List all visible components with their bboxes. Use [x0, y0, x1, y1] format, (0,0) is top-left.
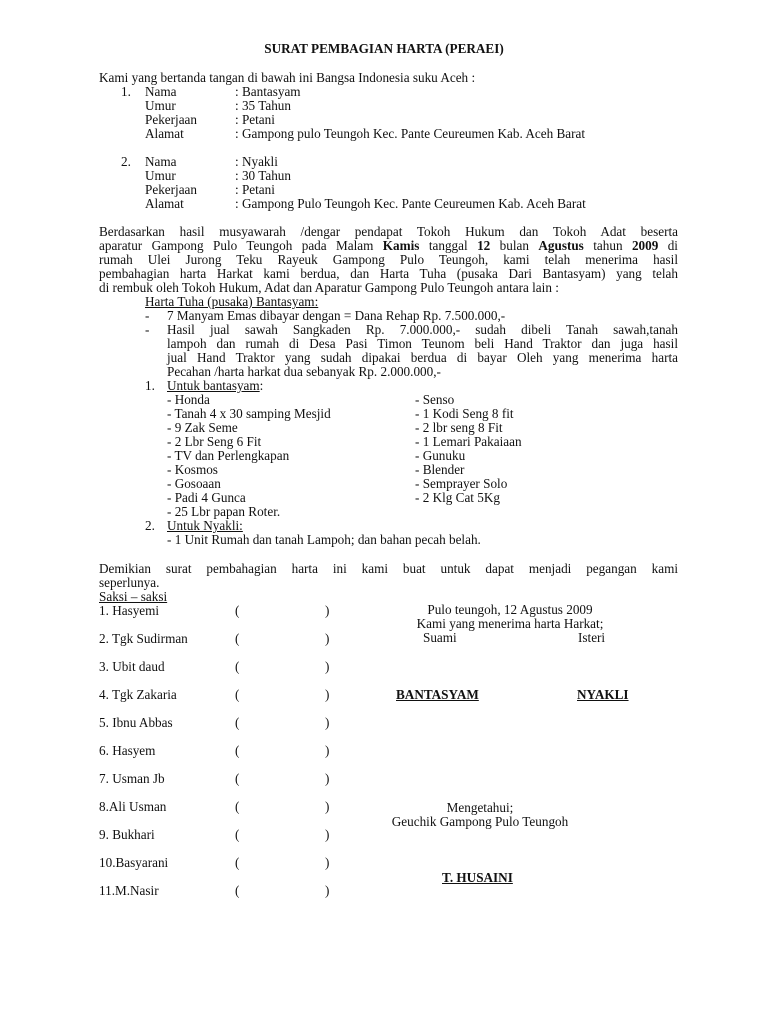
saksi-paren-open: (	[235, 631, 240, 646]
document-title: SURAT PEMBAGIAN HARTA (PERAEI)	[264, 41, 504, 56]
list-item: - Padi 4 Gunca	[167, 490, 246, 505]
person-2-value-nama: : Nyakli	[235, 154, 278, 169]
closing-line-1: Demikian surat pembahagian harta ini kami buat untuk dapat menjadi pegangan kami	[99, 561, 678, 576]
list-item: - Senso	[415, 392, 455, 407]
isteri-label: Isteri	[578, 630, 606, 645]
bantasyam-number: 1.	[145, 378, 155, 393]
saksi-paren-open: (	[235, 799, 240, 814]
saksi-name: 5. Ibnu Abbas	[99, 715, 173, 730]
harta-tuha-item-2-line-2: lampoh dan rumah di Desa Pasi Timon Teunom beli Hand Traktor dan juga hasil	[167, 336, 678, 351]
suami-label: Suami	[423, 630, 457, 645]
body-month-bold: Agustus	[538, 238, 584, 253]
body-line-5: di rembuk oleh Tokoh Hukum, Adat dan Aparatur Gampong Pulo Teungoh antara lain :	[99, 280, 559, 295]
body-line-2-text-g: tahun	[583, 238, 632, 253]
harta-tuha-item-1: 7 Manyam Emas dibayar dengan = Dana Rehap Rp. 7.500.000,-	[167, 308, 506, 323]
saksi-paren-open: (	[235, 603, 240, 618]
saksi-name: 7. Usman Jb	[99, 771, 165, 786]
body-line-2-text-e: bulan	[490, 238, 539, 253]
saksi-paren-close: )	[325, 771, 330, 786]
receiver-label: Kami yang menerima harta Harkat;	[416, 616, 604, 631]
body-line-2	[99, 239, 678, 253]
person-2-value-umur: : 30 Tahun	[235, 168, 291, 183]
saksi-paren-close: )	[325, 827, 330, 842]
list-item: - 2 lbr seng 8 Fit	[415, 420, 503, 435]
saksi-paren-close: )	[325, 743, 330, 758]
harta-tuha-item-2-line-3: jual Hand Traktor yang sudah dipakai berdua di bayar Oleh yang menerima harta	[167, 350, 678, 365]
saksi-paren-close: )	[325, 715, 330, 730]
person-2-label-umur: Umur	[145, 168, 176, 183]
person-1-value-alamat: : Gampong pulo Teungoh Kec. Pante Ceureumen Kab. Aceh Barat	[235, 126, 586, 141]
list-item: - Kosmos	[167, 462, 218, 477]
intro-text: Kami yang bertanda tangan di bawah ini Bangsa Indonesia suku Aceh :	[99, 70, 476, 85]
body-line-2-text-a: aparatur Gampong Pulo Teungoh pada Malam	[99, 238, 383, 253]
list-item: - Gunuku	[415, 448, 466, 463]
saksi-paren-close: )	[325, 631, 330, 646]
saksi-name: 11.M.Nasir	[99, 883, 159, 898]
list-item: - 1 Kodi Seng 8 fit	[415, 406, 514, 421]
saksi-paren-close: )	[325, 603, 330, 618]
saksi-paren-open: (	[235, 883, 240, 898]
person-1-label-umur: Umur	[145, 98, 176, 113]
harta-tuha-item-2-line-1: Hasil jual sawah Sangkaden Rp. 7.000.000,- sudah dibeli Tanah sawah,tanah	[167, 322, 678, 337]
list-item: - Honda	[167, 392, 210, 407]
person-1-label-nama: Nama	[145, 84, 177, 99]
body-day-bold: Kamis	[382, 238, 420, 253]
body-line-2-text-c: tanggal	[419, 238, 478, 253]
nyakli-number: 2.	[145, 518, 155, 533]
saksi-paren-open: (	[235, 715, 240, 730]
saksi-paren-open: (	[235, 743, 240, 758]
bantasyam-heading-label: Untuk bantasyam	[167, 378, 260, 393]
list-item: - 2 Klg Cat 5Kg	[415, 490, 500, 505]
signature-name-isteri: NYAKLI	[577, 687, 629, 702]
person-2-label-pekerjaan: Pekerjaan	[145, 182, 197, 197]
saksi-paren-open: (	[235, 659, 240, 674]
saksi-paren-open: (	[235, 771, 240, 786]
nyakli-heading: Untuk Nyakli:	[167, 518, 243, 533]
saksi-paren-open: (	[235, 855, 240, 870]
saksi-name: 6. Hasyem	[99, 743, 156, 758]
bantasyam-heading	[167, 379, 263, 393]
saksi-name: 8.Ali Usman	[99, 799, 167, 814]
harta-tuha-dash-1: -	[145, 308, 150, 323]
body-line-4: pembahagian harta Harkat kami berdua, dan Harta Tuha (pusaka Dari Bantasyam) yang telah	[99, 266, 678, 281]
harta-tuha-item-2-line-4: Pecahan /harta harkat dua sebanyak Rp. 2.000.000,-	[167, 364, 441, 379]
list-item: - Tanah 4 x 30 samping Mesjid	[167, 406, 331, 421]
person-1-value-nama: : Bantasyam	[235, 84, 301, 99]
saksi-name: 9. Bukhari	[99, 827, 155, 842]
harta-tuha-dash-2: -	[145, 322, 150, 337]
bantasyam-heading-colon: :	[259, 378, 264, 393]
list-item: - 25 Lbr papan Roter.	[167, 504, 281, 519]
saksi-name: 3. Ubit daud	[99, 659, 165, 674]
saksi-paren-open: (	[235, 827, 240, 842]
person-1-label-alamat: Alamat	[145, 126, 184, 141]
body-line-3: rumah Ulei Jurong Teku Rayeuk Gampong Pulo Teungoh, kami telah menerima hasil	[99, 252, 678, 267]
bantasyam-left-list	[167, 393, 331, 519]
saksi-paren-close: )	[325, 855, 330, 870]
person-1-number: 1.	[121, 84, 131, 99]
person-2-value-pekerjaan: : Petani	[235, 182, 275, 197]
person-2-value-alamat: : Gampong Pulo Teungoh Kec. Pante Ceureumen Kab. Aceh Barat	[235, 196, 586, 211]
saksi-heading: Saksi – saksi	[99, 589, 168, 604]
list-item: - Gosoaan	[167, 476, 221, 491]
saksi-name: 2. Tgk Sudirman	[99, 631, 188, 646]
list-item: - 9 Zak Seme	[167, 420, 238, 435]
saksi-name: 1. Hasyemi	[99, 603, 160, 618]
place-date: Pulo teungoh, 12 Agustus 2009	[427, 602, 593, 617]
saksi-name: 10.Basyarani	[99, 855, 169, 870]
person-1-value-pekerjaan: : Petani	[235, 112, 275, 127]
person-1-value-umur: : 35 Tahun	[235, 98, 291, 113]
geuchik-label: Geuchik Gampong Pulo Teungoh	[391, 814, 569, 829]
body-line-1: Berdasarkan hasil musyawarah /dengar pendapat Tokoh Hukum dan Tokoh Adat beserta	[99, 224, 678, 239]
list-item: - Blender	[415, 462, 465, 477]
list-item: - Semprayer Solo	[415, 476, 508, 491]
bantasyam-right-list	[415, 393, 522, 505]
saksi-name: 4. Tgk Zakaria	[99, 687, 177, 702]
list-item: - 1 Lemari Pakaiaan	[415, 434, 522, 449]
saksi-paren-close: )	[325, 659, 330, 674]
person-2-number: 2.	[121, 154, 131, 169]
person-1-label-pekerjaan: Pekerjaan	[145, 112, 197, 127]
person-2-label-alamat: Alamat	[145, 196, 184, 211]
saksi-paren-open: (	[235, 687, 240, 702]
person-2-label-nama: Nama	[145, 154, 177, 169]
signature-name-suami: BANTASYAM	[396, 687, 479, 702]
closing-line-2: seperlunya.	[99, 575, 160, 590]
mengetahui-label: Mengetahui;	[446, 800, 514, 815]
saksi-paren-close: )	[325, 799, 330, 814]
list-item: - 2 Lbr Seng 6 Fit	[167, 434, 262, 449]
geuchik-name: T. HUSAINI	[442, 870, 513, 885]
body-year-bold: 2009	[631, 238, 659, 253]
saksi-paren-close: )	[325, 883, 330, 898]
saksi-paren-close: )	[325, 687, 330, 702]
list-item: - TV dan Perlengkapan	[167, 448, 290, 463]
harta-tuha-heading: Harta Tuha (pusaka) Bantasyam:	[145, 294, 319, 309]
body-line-2-text-i: di	[658, 238, 678, 253]
nyakli-item: - 1 Unit Rumah dan tanah Lampoh; dan bahan pecah belah.	[167, 532, 481, 547]
body-date-bold: 12	[477, 238, 491, 253]
